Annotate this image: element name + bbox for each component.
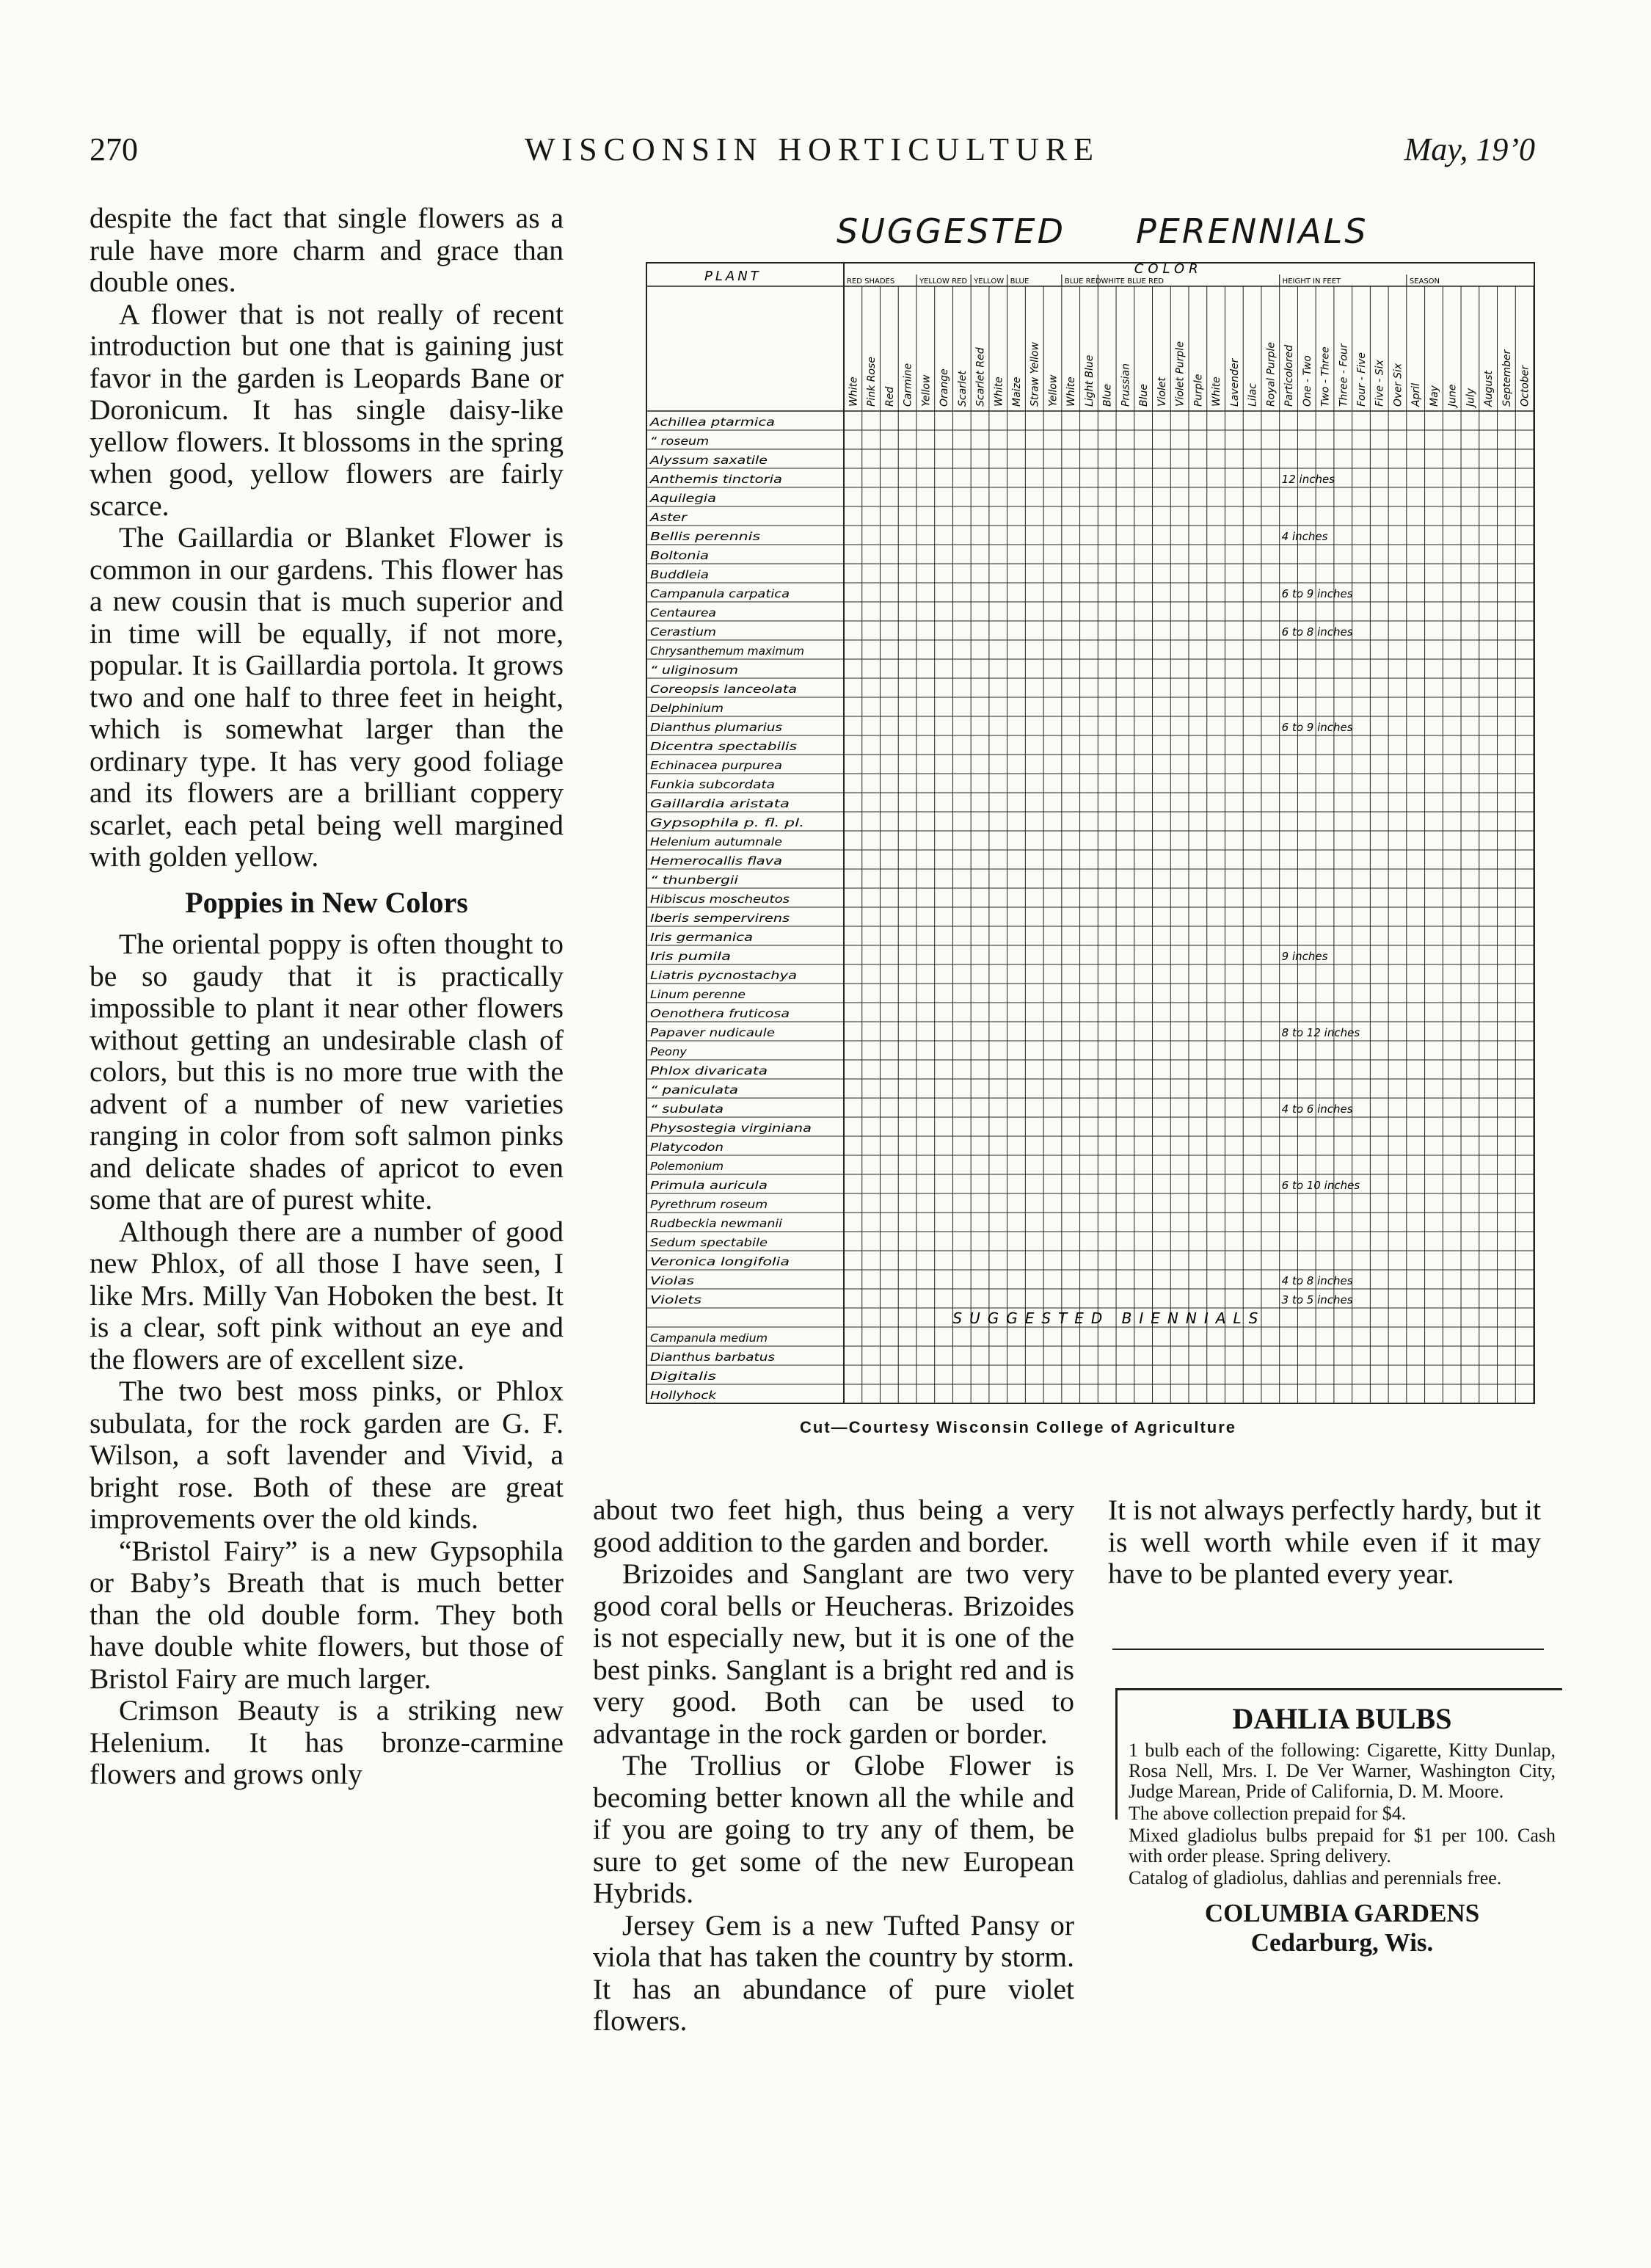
column-header: White [993,377,1005,407]
biennials-banner: SUGGESTED BIENNIALS [952,1309,1266,1327]
plant-header: PLANT [704,269,762,284]
column-header: White [1065,377,1078,407]
plant-name: Peony [650,1045,688,1058]
group-header: BLUE [1010,277,1029,286]
height-note: 6 to 9 inches [1281,587,1353,600]
paragraph: “Bristol Fairy” is a new Gypsophila or Baby’s Breath that is much better than the old double form. They both have double white flowers, but those of Bristol Fairy are much larger. [90,1534,564,1695]
plant-name: Pyrethrum roseum [650,1198,768,1211]
plant-name: Anthemis tinctoria [649,473,782,486]
plant-name: Iris pumila [650,950,731,963]
group-header: BLUE RED [1064,277,1101,286]
advertisement [1129,1701,1556,1958]
group-header: WHITE BLUE RED [1101,277,1165,286]
plant-name: Primula auricula [650,1179,768,1192]
paragraph: A flower that is not really of recent introduction but one that is gaining just favor in the garden is Leopards Bane or Doronicum. It has single daisy-like yellow flowers. It blossoms in the spring when good, yellow flowers are fairly scarce. [90,297,564,522]
column-header: Two - Three [1319,346,1332,407]
plant-name: Gypsophila p. fl. pl. [650,816,804,829]
plant-name: Linum perenne [650,988,746,1001]
column-header: Three - Four [1338,344,1350,407]
height-note: 9 inches [1281,950,1328,963]
plant-name: Sedum spectabile [650,1236,768,1249]
ad-title: DAHLIA BULBS [1232,1702,1452,1735]
plant-name: Violets [650,1293,702,1306]
height-note: 4 to 8 inches [1281,1274,1353,1287]
group-header: YELLOW [974,277,1005,286]
column-header: Purple [1192,374,1205,407]
ad-location: Cedarburg, Wis. [1250,1928,1434,1957]
plant-name: Hibiscus moscheutos [650,893,790,906]
plant-name: Iberis sempervirens [650,912,790,925]
plant-name: Hemerocallis flava [650,854,782,868]
paragraph: The Gaillardia or Blanket Flower is common in our gardens. This flower has a new cousin that is much superior and in time will be equally, if not more, popular. It is Gaillardia portola. It grows two and one half to three feet in height, which is somewhat larger than the ordinary type. It has very good foliage and its flowers are a brilliant coppery scarlet, each petal being well margined with golden yellow. [90,521,564,873]
journal-title: WISCONSIN HORTICULTURE [524,131,1101,167]
column-header: Lavender [1228,358,1241,407]
group-header: RED SHADES [847,277,895,286]
plant-name: Violas [650,1274,695,1287]
plant-name: Cerastium [650,625,716,639]
ad-line: The above collection prepaid for $4. [1129,1803,1407,1824]
plant-name: Digitalis [650,1370,717,1383]
plant-name: Liatris pycnostachya [650,969,797,982]
paragraph: The two best moss pinks, or Phlox subulata, for the rock garden are G. F. Wilson, a soft lavender and Vivid, a bright rose. Both of these are great improvements over the old kinds. [90,1375,564,1535]
page-header [90,131,1535,167]
column-header: Scarlet [956,371,969,407]
column-header: Red [883,386,896,407]
column-header: Carmine [902,363,914,407]
figure-caption: Cut—Courtesy Wisconsin College of Agriculture [800,1418,1237,1436]
column-header: White [848,377,860,407]
perennials-table [646,255,1541,1402]
ad-company: COLUMBIA GARDENS [1204,1899,1480,1927]
plant-name: Coreopsis lanceolata [650,683,797,696]
plant-name: Helenium autumnale [650,835,782,848]
chart-title [837,211,1439,251]
plant-name: Physostegia virginiana [650,1122,812,1135]
group-header: YELLOW RED [919,277,968,286]
height-note: 6 to 8 inches [1281,625,1353,639]
plant-name: “ subulata [650,1102,724,1116]
column-header: Royal Purple [1265,342,1278,407]
plant-name: Aquilegia [649,492,716,505]
column-header: Lilac [1247,383,1259,407]
plant-name: Hollyhock [650,1389,718,1402]
section-heading: Poppies in New Colors [185,885,468,919]
column-header: Prussian [1120,363,1132,407]
article-column-3 [1108,1494,1541,1591]
issue-date: May, 19’0 [1404,131,1535,167]
paragraph: Although there are a number of good new Phlox, of all those I have seen, I like Mrs. Milly Van Hoboken the best. It is a clear, soft pink without an eye and the flowers are of excellent size. [90,1215,564,1375]
table-frame [646,263,1534,1403]
column-header: Blue [1138,384,1151,407]
ad-company-block [1129,1899,1556,1958]
ad-line: Catalog of gladiolus, dahlias and perennials free. [1129,1867,1502,1889]
column-header: Four - Five [1356,352,1368,407]
plant-name: Delphinium [650,702,724,715]
column-header: June [1446,384,1459,407]
plant-name: Dianthus barbatus [650,1351,776,1364]
column-header: Over Six [1392,363,1404,407]
plant-name: Dicentra spectabilis [650,740,798,753]
column-header: Straw Yellow [1029,341,1041,407]
plant-name: Oenothera fruticosa [650,1007,790,1020]
plant-name: Dianthus plumarius [650,721,783,734]
plant-name: Centaurea [650,606,716,619]
plant-name: “ paniculata [650,1083,738,1097]
ad-body [1129,1740,1556,1889]
page-number: 270 [90,131,138,167]
plant-name: Achillea ptarmica [649,415,775,429]
column-header: Violet Purple [1174,341,1187,407]
column-header: July [1465,388,1477,407]
plant-name: “ thunbergii [650,873,740,887]
plant-name: Platycodon [650,1141,724,1154]
height-note: 4 to 6 inches [1281,1102,1353,1116]
ad-line: Mixed gladiolus bulbs prepaid for $1 per 100. Cash with order please. Spring delivery. [1129,1825,1556,1867]
plant-name: Phlox divaricata [650,1064,768,1077]
height-note: 6 to 10 inches [1281,1179,1360,1192]
plant-name: Campanula carpatica [650,587,790,600]
column-header: Pink Rose [866,357,878,407]
column-header: Orange [939,368,951,407]
column-header: Yellow [920,374,933,407]
column-header: Particolored [1283,344,1296,407]
plant-name: Alyssum saxatile [649,454,768,467]
column-header: May [1428,385,1440,407]
group-header: SEASON [1409,277,1440,286]
paragraph: Crimson Beauty is a striking new Helenium. It has bronze-carmine flowers and grows only [90,1694,564,1790]
plant-name: Polemonium [650,1160,724,1173]
paragraph: Jersey Gem is a new Tufted Pansy or viola that has taken the country by storm. It has an abundance of pure violet flowers. [593,1908,1074,2037]
column-header: Violet [1156,377,1168,407]
column-header: April [1410,383,1423,407]
height-note: 8 to 12 inches [1281,1026,1360,1039]
column-header: Blue [1101,384,1114,407]
chart-title-word: SUGGESTED [837,211,1066,251]
paragraph: about two feet high, thus being a very good addition to the garden and border. [593,1494,1074,1558]
plant-name: Bellis perennis [650,530,761,543]
plant-name: Papaver nudicaule [650,1026,775,1039]
plant-name: “ roseum [650,435,709,448]
paragraph: The oriental poppy is often thought to be so gaudy that it is practically impossible to plant it near other flowers without getting an undesirable clash of colors, but this is no more true with the advent of a number of new varieties ranging in color from soft salmon pinks and delicate shades of apricot to even some that are of purest white. [90,928,564,1215]
plant-name: Aster [649,511,688,524]
plant-name: Funkia subcordata [650,778,775,791]
height-note: 6 to 9 inches [1281,721,1353,734]
column-header: Yellow [1047,374,1060,407]
column-header: Five - Six [1374,360,1386,407]
column-header: Light Blue [1083,355,1096,407]
column-header: August [1483,371,1495,407]
height-note: 3 to 5 inches [1281,1293,1353,1306]
ad-line: 1 bulb each of the following: Cigarette, Kitty Dunlap, Rosa Nell, Mrs. I. De Ver Warner, Washington City, Judge Marean, Pride of California, D. M. Moore. [1129,1740,1556,1802]
plant-name: Gaillardia aristata [650,797,790,810]
height-note: 4 inches [1281,530,1328,543]
plant-name: Buddleia [650,568,709,581]
column-header: Maize [1011,377,1023,407]
group-header: HEIGHT IN FEET [1282,277,1341,286]
column-header: September [1501,349,1513,407]
plant-name: Chrysanthemum maximum [650,644,804,658]
column-header: Scarlet Red [974,347,987,407]
column-header: October [1519,365,1531,407]
height-note: 12 inches [1281,473,1335,486]
paragraph: Brizoides and Sanglant are two very good coral bells or Heucheras. Brizoides is not especially new, but it is one of the best pinks. Sanglant is a bright red and is very good. Both can be used to advantage in the rock garden or border. [593,1558,1074,1750]
paragraph: The Trollius or Globe Flower is becoming better known all the while and if you are going to try any of them, be sure to get some of the new European Hybrids. [593,1749,1074,1909]
plant-name: Iris germanica [650,931,753,944]
color-header: COLOR [1134,261,1203,277]
plant-name: Veronica longifolia [650,1255,790,1268]
column-header: One - Two [1301,355,1313,407]
chart-title-word: PERENNIALS [1136,211,1368,251]
article-column-2 [593,1494,1074,2038]
column-header: White [1211,377,1223,407]
paragraph: It is not always perfectly hardy, but it is well worth while even if it may have to be planted every year. [1108,1494,1541,1590]
paragraph: despite the fact that single flowers as a rule have more charm and grace than double ones. [90,202,564,298]
plant-name: Campanula medium [650,1331,768,1345]
plant-name: Echinacea purpurea [650,759,782,772]
article-column-1 [90,203,564,1791]
plant-name: Boltonia [650,549,709,562]
plant-name: Rudbeckia newmanii [650,1217,783,1230]
plant-name: “ uliginosum [650,664,738,677]
divider [1112,1649,1544,1650]
